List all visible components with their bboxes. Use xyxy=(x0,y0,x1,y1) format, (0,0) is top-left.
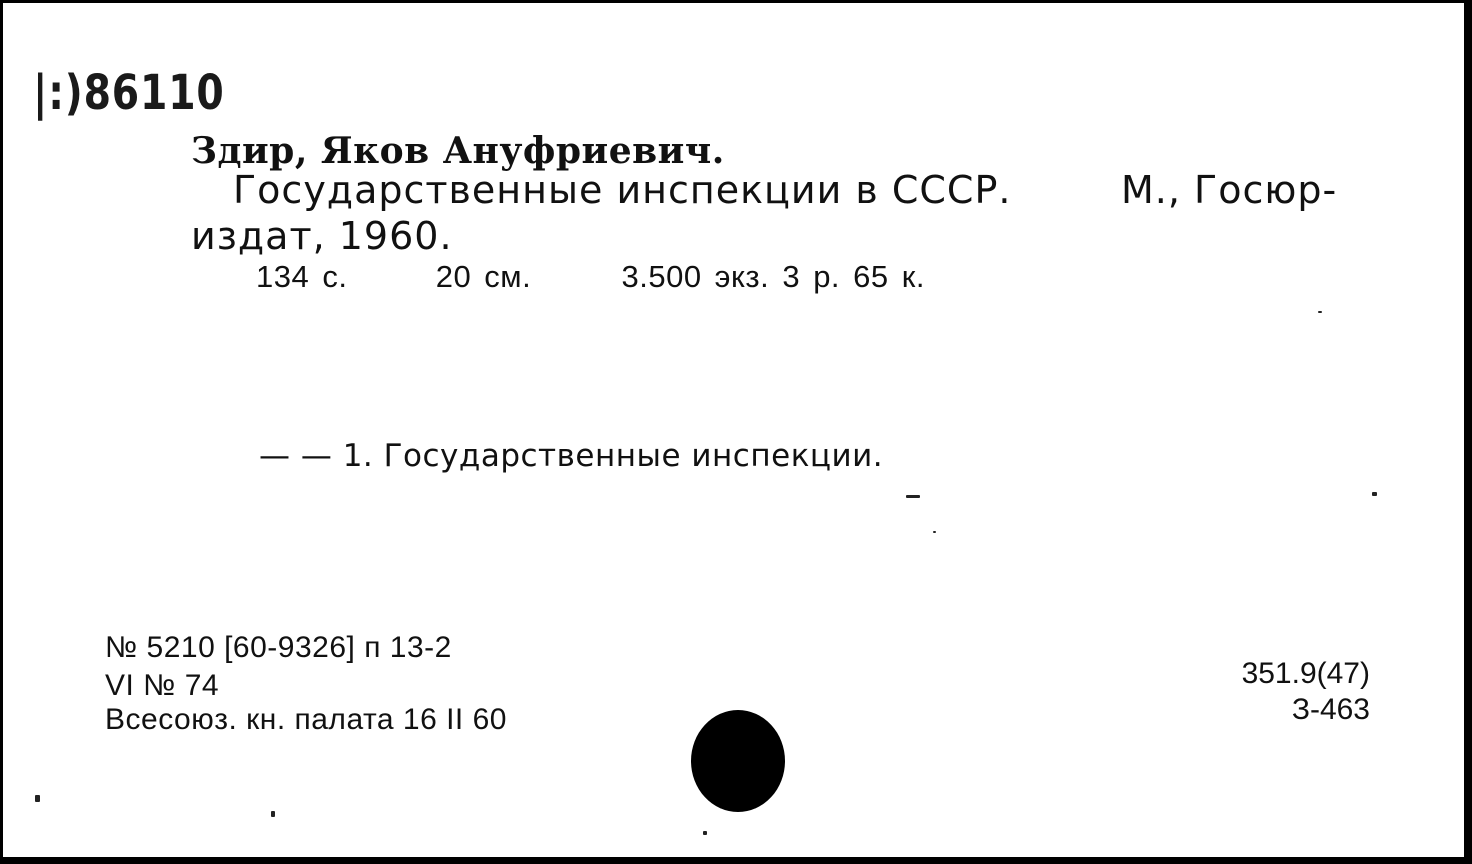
publisher-start: М., Госюр- xyxy=(1121,168,1338,212)
subject-heading: — — 1. Государственные инспекции. xyxy=(259,438,884,474)
card-edge xyxy=(1454,3,1464,857)
author-mark: З-463 xyxy=(1291,693,1370,726)
dust-speck xyxy=(906,495,920,498)
dust-speck xyxy=(1318,311,1322,313)
handwritten-inventory-number xyxy=(33,65,225,121)
dust-speck xyxy=(1372,492,1377,496)
catalog-card xyxy=(3,3,1464,857)
dust-speck xyxy=(703,831,707,835)
title-line-2: издат, 1960. xyxy=(191,214,453,258)
dust-speck xyxy=(271,811,275,817)
bibliographic-line-1: № 5210 [60-9326] п 13-2 xyxy=(105,631,452,664)
bibliographic-line-2: VI № 74 xyxy=(105,669,220,702)
title-line-1: Государственные инспекции в СССР. xyxy=(233,168,1012,212)
page-count: 134 с. xyxy=(256,259,348,294)
book-size: 20 см. xyxy=(435,259,532,294)
author-heading: Здир, Яков Ануфриевич. xyxy=(191,130,725,172)
classification-number: 351.9(47) xyxy=(1241,657,1370,690)
dust-speck xyxy=(933,531,936,533)
dust-speck xyxy=(35,795,40,802)
bibliographic-line-3: Всесоюз. кн. палата 16 II 60 xyxy=(105,703,507,736)
copies-and-price: 3.500 экз. 3 р. 65 к. xyxy=(621,259,925,294)
bracket-mark: |:) xyxy=(33,65,84,121)
inventory-number: 86110 xyxy=(83,65,225,121)
physical-description xyxy=(256,261,925,292)
punch-hole xyxy=(691,710,785,812)
